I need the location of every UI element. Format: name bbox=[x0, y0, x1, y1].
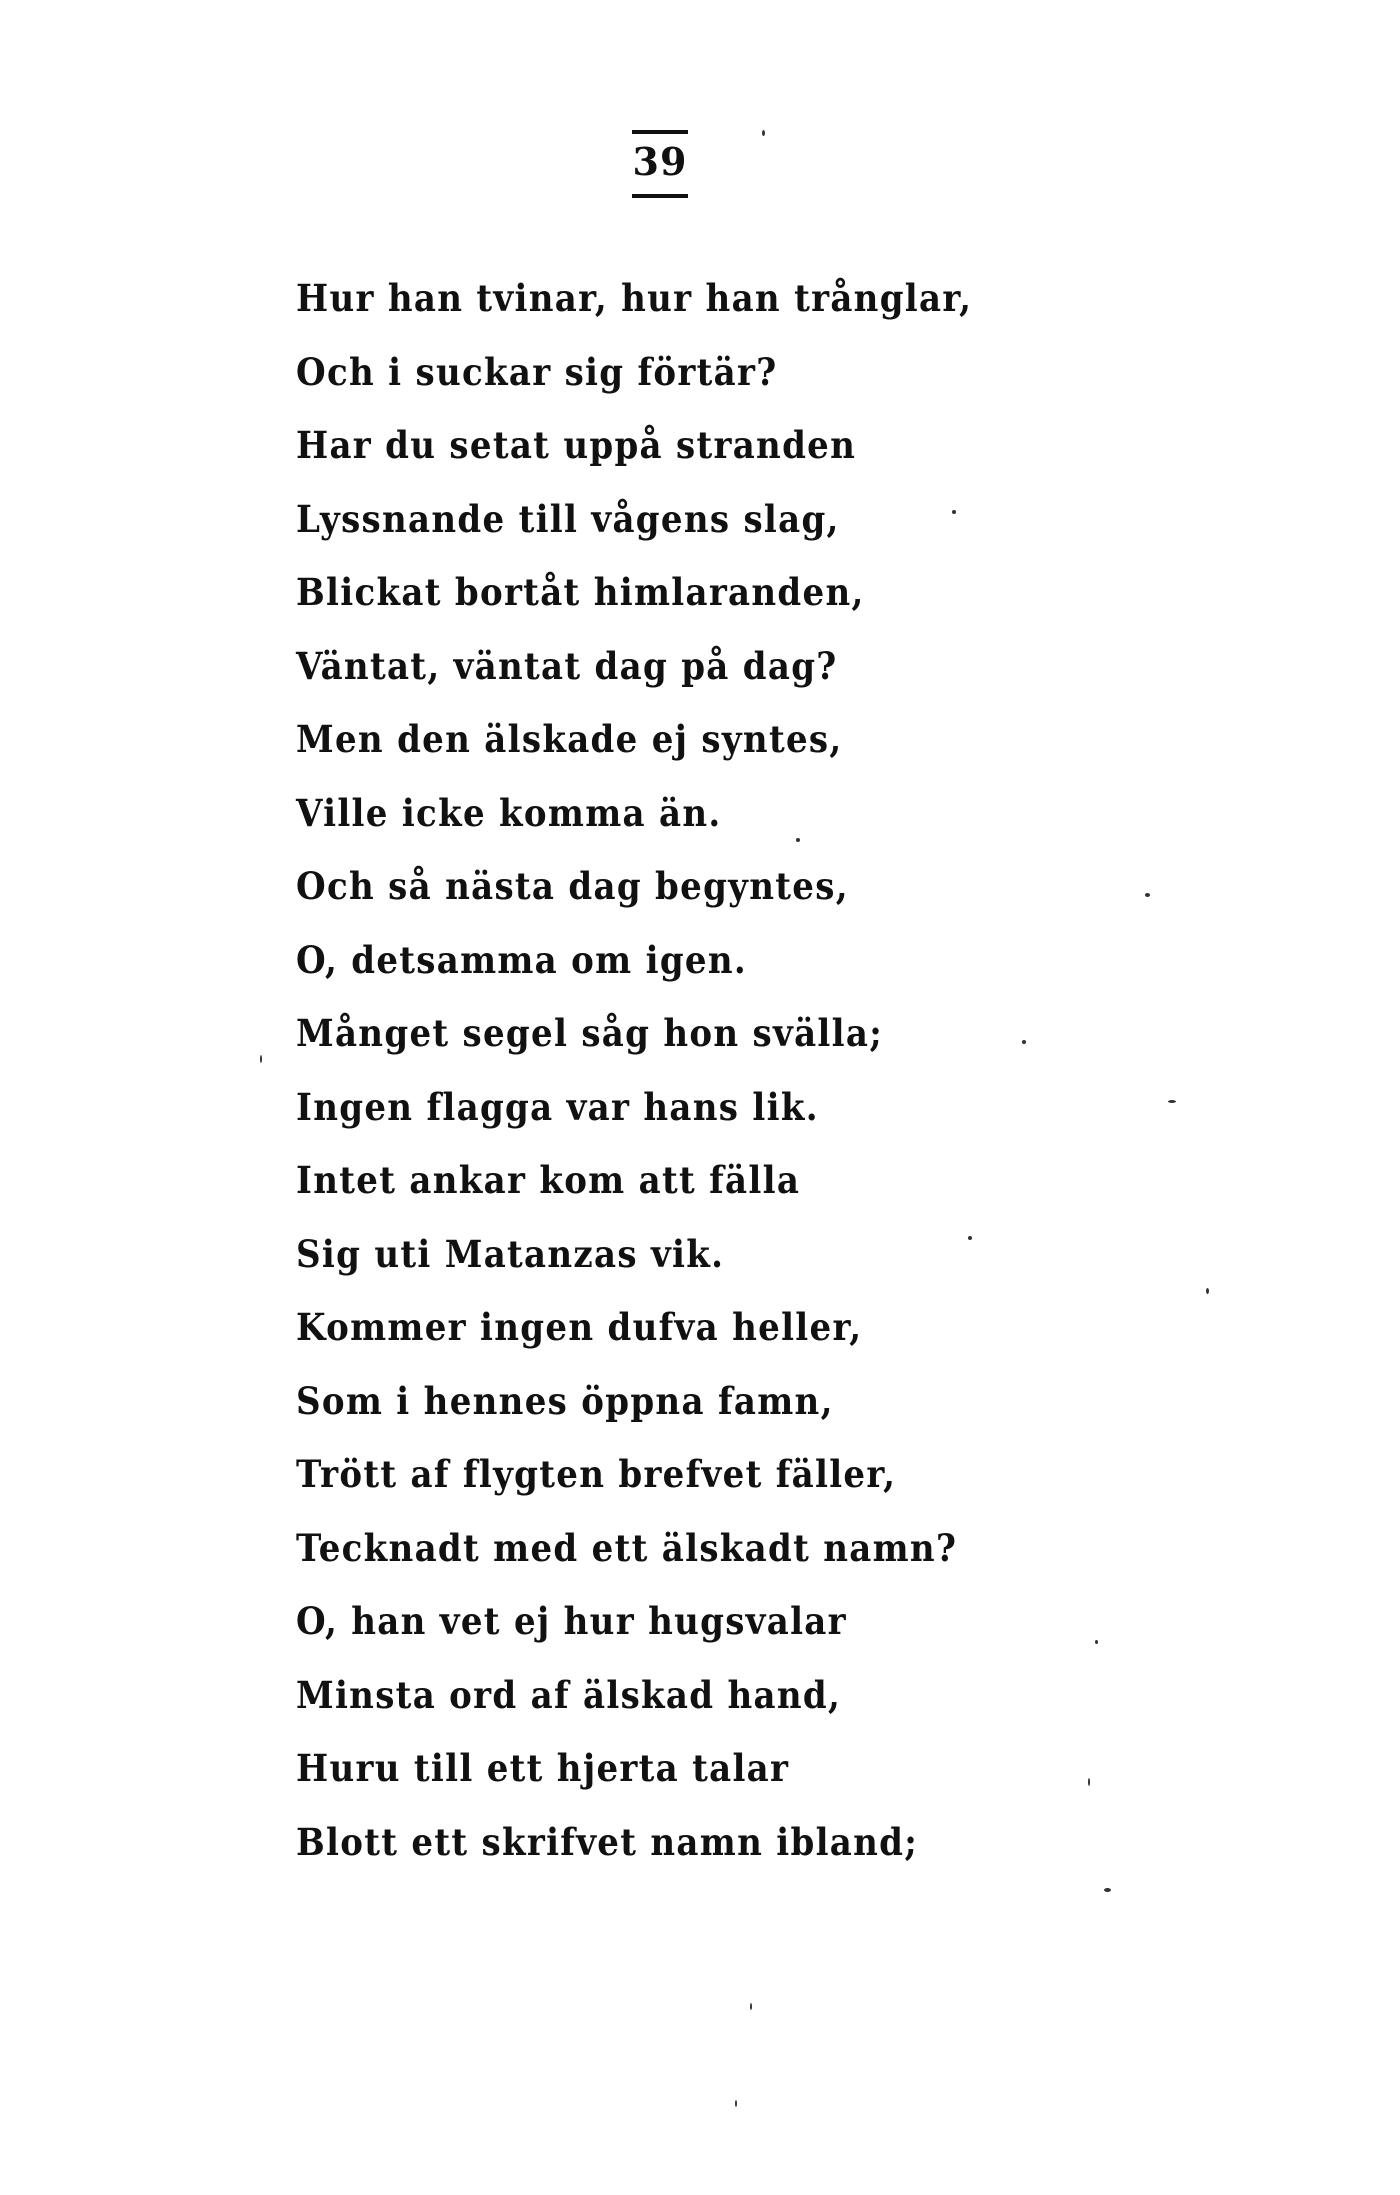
verse-line: O, detsamma om igen. bbox=[296, 937, 748, 982]
verse-line: Blott ett skrifvet namn ibland; bbox=[296, 1819, 919, 1864]
scan-speck bbox=[1206, 1288, 1209, 1294]
scan-speck bbox=[762, 130, 765, 136]
page-header bbox=[630, 130, 690, 198]
verse-line: Kommer ingen dufva heller, bbox=[296, 1305, 863, 1349]
verse-line: Månget segel såg hon svälla; bbox=[296, 1011, 884, 1055]
verse-line: Ingen flagga var hans lik. bbox=[296, 1084, 819, 1129]
verse-line: Väntat, väntat dag på dag? bbox=[296, 643, 838, 688]
verse-line: Har du setat uppå stranden bbox=[296, 423, 857, 467]
scan-speck bbox=[750, 2003, 752, 2010]
verse-line: Sig uti Matanzas vik. bbox=[296, 1231, 725, 1276]
verse-line: Tecknadt med ett älskadt namn? bbox=[296, 1525, 958, 1570]
verse-line: Blickat bortåt himlaranden, bbox=[296, 570, 865, 614]
scan-speck bbox=[1145, 893, 1150, 897]
verse-line: Men den älskade ej syntes, bbox=[296, 717, 843, 761]
verse-line: Minsta ord af älskad hand, bbox=[296, 1672, 842, 1717]
verse-line: O, han vet ej hur hugsvalar bbox=[296, 1599, 847, 1643]
page-number: 39 bbox=[632, 139, 688, 184]
verse-line: Trött af flygten brefvet fäller, bbox=[296, 1452, 897, 1496]
verse-line: Och i suckar sig förtär? bbox=[296, 349, 778, 394]
scan-speck bbox=[1095, 1640, 1098, 1644]
scan-speck bbox=[260, 1055, 262, 1063]
scan-speck bbox=[952, 510, 956, 514]
verse-line: Ville icke komma än. bbox=[296, 790, 722, 835]
verse-line: Intet ankar kom att fälla bbox=[296, 1158, 801, 1202]
scan-speck bbox=[1104, 1888, 1111, 1892]
verse-line: Och så nästa dag begyntes, bbox=[296, 864, 849, 908]
scan-speck bbox=[1168, 1100, 1176, 1103]
scan-speck bbox=[968, 1236, 972, 1240]
scan-speck bbox=[1088, 1778, 1090, 1786]
verse-line: Som i hennes öppna famn, bbox=[296, 1378, 834, 1423]
bottom-rule bbox=[632, 194, 688, 198]
poem-text bbox=[296, 262, 1016, 1879]
scan-speck bbox=[1022, 1040, 1026, 1044]
verse-line: Lyssnande till vågens slag, bbox=[296, 496, 840, 541]
verse-line: Hur han tvinar, hur han trånglar, bbox=[296, 276, 973, 320]
verse-line: Huru till ett hjerta talar bbox=[296, 1746, 790, 1790]
scan-speck bbox=[735, 2100, 737, 2107]
scan-speck bbox=[796, 838, 800, 842]
